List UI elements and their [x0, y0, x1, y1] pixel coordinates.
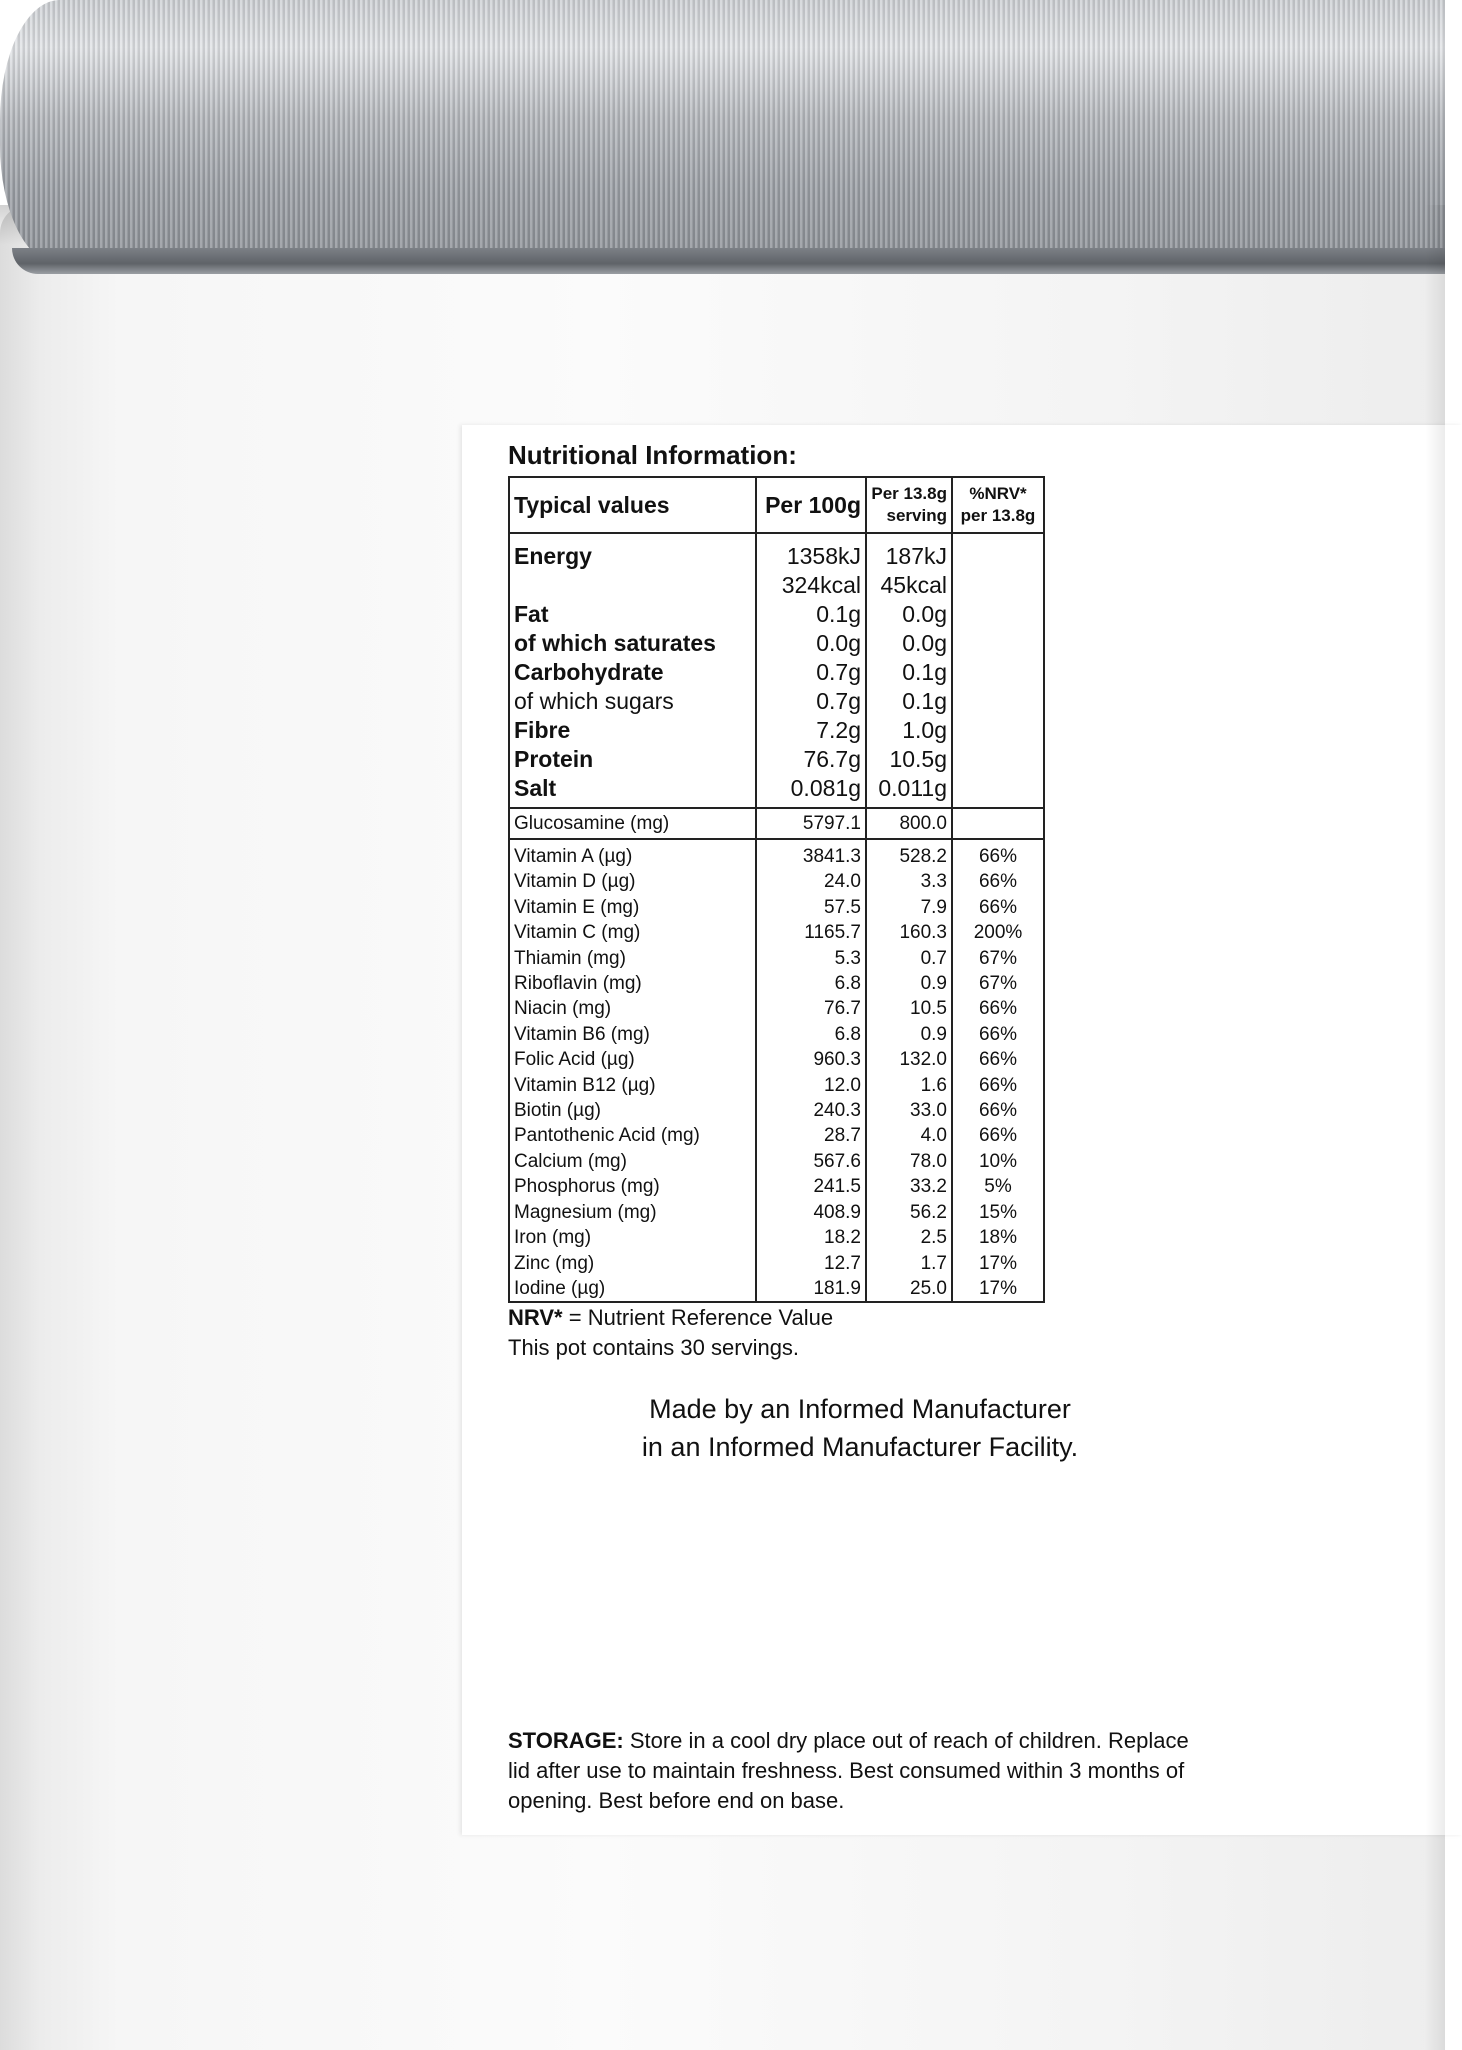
nutrition-title: Nutritional Information:: [508, 440, 797, 470]
nutrient-name: of which sugars: [509, 687, 756, 716]
value-nrv: 66%: [952, 1123, 1044, 1148]
value-per100: 76.7: [756, 996, 866, 1021]
value-serving: 0.0g: [866, 629, 952, 658]
table-row: [509, 920, 1044, 945]
value-serving: 78.0: [866, 1149, 952, 1174]
value-nrv: 17%: [952, 1251, 1044, 1276]
table-row: [509, 571, 1044, 600]
value-serving: 187kJ: [866, 533, 952, 571]
value-serving: 10.5: [866, 996, 952, 1021]
value-nrv: 66%: [952, 869, 1044, 894]
nrv-footnote: [508, 1303, 833, 1363]
value-per100: 241.5: [756, 1174, 866, 1199]
value-serving: 0.0g: [866, 600, 952, 629]
value-serving: 3.3: [866, 869, 952, 894]
nutrient-name: Pantothenic Acid (mg): [509, 1123, 756, 1148]
value-serving: 1.6: [866, 1073, 952, 1098]
value-serving: 33.0: [866, 1098, 952, 1123]
value-serving: 0.9: [866, 1022, 952, 1047]
nutrient-name: Phosphorus (mg): [509, 1174, 756, 1199]
value-per100: 6.8: [756, 971, 866, 996]
value-per100: 240.3: [756, 1098, 866, 1123]
header-nrv: [952, 477, 1044, 533]
header-typical: Typical values: [509, 477, 756, 533]
value-nrv: [952, 745, 1044, 774]
value-nrv: [952, 716, 1044, 745]
value-serving: 0.011g: [866, 774, 952, 808]
table-row: [509, 1200, 1044, 1225]
value-nrv: 66%: [952, 1073, 1044, 1098]
header-nrv-line1: %NRV*: [969, 484, 1027, 503]
value-nrv: [952, 808, 1044, 839]
value-serving: 10.5g: [866, 745, 952, 774]
nutrient-name: Fibre: [509, 716, 756, 745]
value-per100: 5.3: [756, 946, 866, 971]
value-per100: 18.2: [756, 1225, 866, 1250]
value-nrv: 66%: [952, 839, 1044, 869]
header-serving-line1: Per 13.8g: [871, 484, 947, 503]
table-row: [509, 1225, 1044, 1250]
value-serving: 0.9: [866, 971, 952, 996]
value-serving: 0.7: [866, 946, 952, 971]
table-row: [509, 996, 1044, 1021]
value-nrv: [952, 629, 1044, 658]
value-per100: 6.8: [756, 1022, 866, 1047]
table-row: [509, 716, 1044, 745]
value-serving: 0.1g: [866, 687, 952, 716]
table-row: [509, 1022, 1044, 1047]
informed-line2: in an Informed Manufacturer Facility.: [641, 1432, 1079, 1462]
value-per100: 0.0g: [756, 629, 866, 658]
table-row: [509, 1123, 1044, 1148]
nutrient-name: Biotin (µg): [509, 1098, 756, 1123]
table-row: [509, 745, 1044, 774]
header-nrv-line2: per 13.8g: [960, 506, 1036, 525]
value-nrv: 67%: [952, 971, 1044, 996]
value-serving: 0.1g: [866, 658, 952, 687]
value-per100: 12.0: [756, 1073, 866, 1098]
value-serving: 1.7: [866, 1251, 952, 1276]
nutrition-table: [508, 476, 1045, 1303]
lid-rim: [12, 248, 1445, 274]
value-per100: 960.3: [756, 1047, 866, 1072]
table-row: [509, 1073, 1044, 1098]
nutrient-name: of which saturates: [509, 629, 756, 658]
value-nrv: 66%: [952, 1047, 1044, 1072]
storage-text: Store in a cool dry place out of reach of children. Replace lid after use to maintain freshness. Best consumed within 3 months of opening. Best before end on base.: [508, 1728, 1189, 1813]
nrv-footnote-abbr: NRV*: [508, 1305, 563, 1330]
jar-edge-shade: [1425, 205, 1445, 2050]
value-serving: 25.0: [866, 1276, 952, 1302]
value-nrv: [952, 600, 1044, 629]
value-nrv: 15%: [952, 1200, 1044, 1225]
nutrient-name: Riboflavin (mg): [509, 971, 756, 996]
value-per100: 0.1g: [756, 600, 866, 629]
table-row: [509, 1174, 1044, 1199]
nutrient-name: Glucosamine (mg): [509, 808, 756, 839]
value-nrv: 17%: [952, 1276, 1044, 1302]
nutrient-name: Vitamin B12 (µg): [509, 1073, 756, 1098]
nutrient-name: Niacin (mg): [509, 996, 756, 1021]
value-serving: 160.3: [866, 920, 952, 945]
table-row: [509, 869, 1044, 894]
value-nrv: 66%: [952, 895, 1044, 920]
table-header-row: [509, 477, 1044, 533]
value-per100: 12.7: [756, 1251, 866, 1276]
nutrient-name: Vitamin C (mg): [509, 920, 756, 945]
value-nrv: [952, 571, 1044, 600]
table-row: [509, 533, 1044, 571]
nutrient-name: Salt: [509, 774, 756, 808]
value-serving: 132.0: [866, 1047, 952, 1072]
table-row: [509, 971, 1044, 996]
value-per100: 324kcal: [756, 571, 866, 600]
nutrient-name: Thiamin (mg): [509, 946, 756, 971]
nutrient-name: Folic Acid (µg): [509, 1047, 756, 1072]
value-per100: 5797.1: [756, 808, 866, 839]
informed-manufacturer-note: [520, 1390, 1200, 1466]
nutrient-name: Energy: [509, 533, 756, 571]
nutrient-name: Fat: [509, 600, 756, 629]
value-serving: 33.2: [866, 1174, 952, 1199]
value-nrv: [952, 533, 1044, 571]
value-nrv: 5%: [952, 1174, 1044, 1199]
value-per100: 76.7g: [756, 745, 866, 774]
value-nrv: [952, 658, 1044, 687]
header-per100: Per 100g: [756, 477, 866, 533]
table-row: [509, 1149, 1044, 1174]
nutrient-name: Calcium (mg): [509, 1149, 756, 1174]
table-row: [509, 629, 1044, 658]
table-row: [509, 1047, 1044, 1072]
nutrient-name: Magnesium (mg): [509, 1200, 756, 1225]
table-row: [509, 839, 1044, 869]
nutrient-name: [509, 571, 756, 600]
nutrient-name: Vitamin A (µg): [509, 839, 756, 869]
nutrient-name: Zinc (mg): [509, 1251, 756, 1276]
value-serving: 45kcal: [866, 571, 952, 600]
value-per100: 0.7g: [756, 658, 866, 687]
table-row: [509, 895, 1044, 920]
value-nrv: 66%: [952, 1098, 1044, 1123]
value-serving: 1.0g: [866, 716, 952, 745]
value-per100: 24.0: [756, 869, 866, 894]
nutrient-name: Vitamin B6 (mg): [509, 1022, 756, 1047]
value-serving: 2.5: [866, 1225, 952, 1250]
table-row: [509, 1098, 1044, 1123]
value-per100: 7.2g: [756, 716, 866, 745]
value-nrv: 200%: [952, 920, 1044, 945]
nutrient-name: Iron (mg): [509, 1225, 756, 1250]
table-row: [509, 687, 1044, 716]
table-row: [509, 658, 1044, 687]
nutrient-name: Iodine (µg): [509, 1276, 756, 1302]
nutrient-name: Vitamin E (mg): [509, 895, 756, 920]
value-serving: 4.0: [866, 1123, 952, 1148]
header-serving: [866, 477, 952, 533]
value-per100: 408.9: [756, 1200, 866, 1225]
table-row: [509, 1276, 1044, 1302]
storage-instructions: [508, 1726, 1208, 1816]
header-serving-line2: serving: [886, 506, 947, 525]
value-per100: 0.7g: [756, 687, 866, 716]
table-row: [509, 1251, 1044, 1276]
value-serving: 800.0: [866, 808, 952, 839]
value-nrv: 66%: [952, 1022, 1044, 1047]
value-per100: 57.5: [756, 895, 866, 920]
value-nrv: 10%: [952, 1149, 1044, 1174]
nutrient-name: Carbohydrate: [509, 658, 756, 687]
value-serving: 56.2: [866, 1200, 952, 1225]
servings-note: This pot contains 30 servings.: [508, 1335, 800, 1360]
value-serving: 7.9: [866, 895, 952, 920]
value-per100: 28.7: [756, 1123, 866, 1148]
informed-line1: Made by an Informed Manufacturer: [649, 1394, 1071, 1424]
value-per100: 1358kJ: [756, 533, 866, 571]
value-nrv: [952, 687, 1044, 716]
storage-heading: STORAGE:: [508, 1728, 624, 1753]
jar-lid: [0, 0, 1445, 265]
table-row: [509, 774, 1044, 808]
value-nrv: 66%: [952, 996, 1044, 1021]
value-per100: 0.081g: [756, 774, 866, 808]
nrv-footnote-text: = Nutrient Reference Value: [562, 1305, 834, 1330]
table-row: [509, 600, 1044, 629]
value-per100: 181.9: [756, 1276, 866, 1302]
value-nrv: [952, 774, 1044, 808]
value-per100: 3841.3: [756, 839, 866, 869]
nutrient-name: Vitamin D (µg): [509, 869, 756, 894]
value-per100: 567.6: [756, 1149, 866, 1174]
value-per100: 1165.7: [756, 920, 866, 945]
value-nrv: 67%: [952, 946, 1044, 971]
table-row: [509, 808, 1044, 839]
value-nrv: 18%: [952, 1225, 1044, 1250]
nutrient-name: Protein: [509, 745, 756, 774]
value-serving: 528.2: [866, 839, 952, 869]
table-row: [509, 946, 1044, 971]
